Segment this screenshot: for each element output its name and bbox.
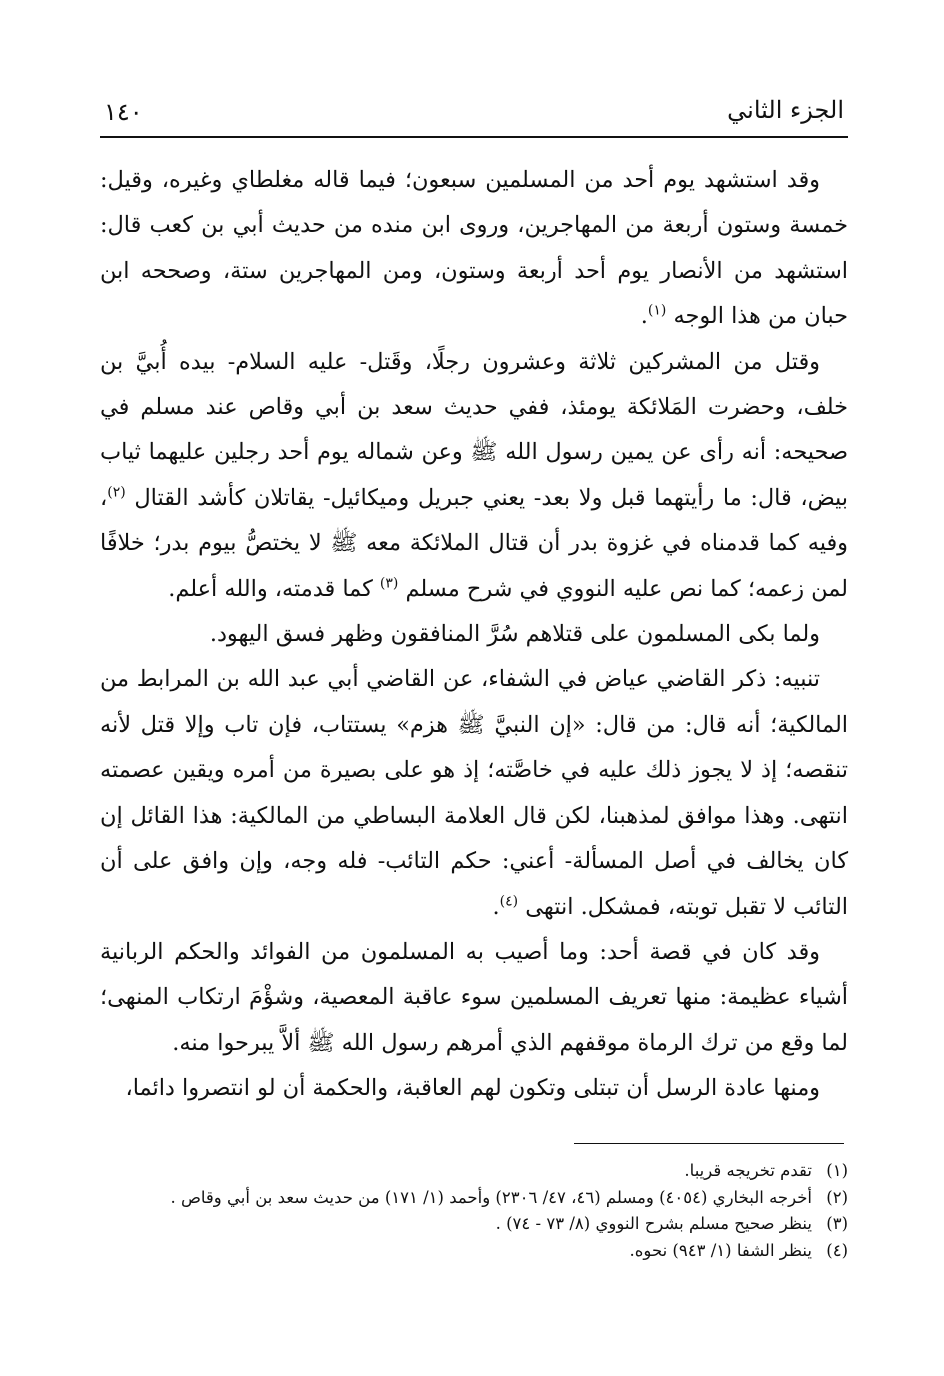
- footnote-number: (٢): [826, 1187, 848, 1207]
- footnote-number: (٤): [826, 1240, 848, 1260]
- footnotes: [100, 1158, 848, 1264]
- paragraph: [100, 340, 848, 612]
- footnote-text: أخرجه البخاري (٤٠٥٤) ومسلم (٤٦، ٤٧/ ٢٣٠٦) وأحمد (١/ ١٧١) من حديث سعد بن أبي وقاص .: [170, 1187, 812, 1207]
- page-number: ١٤٠: [104, 98, 143, 126]
- footnote-item: [100, 1238, 848, 1265]
- footnote-text: ينظر الشفا (١/ ٩٤٣) نحوه.: [629, 1240, 812, 1260]
- paragraph-text: وقد استشهد يوم أحد من المسلمين سبعون؛ فيما قاله مغلطاي وغيره، وقيل: خمسة وستون أربعة من المهاجرين، وروى ابن منده من حديث أبي بن كعب قال: استشهد من الأنصار يوم أحد أربعة وستون، ومن المهاجرين ستة، وصححه ابن حبان من هذا الوجه: [100, 167, 848, 330]
- paragraph-text: ، وفيه كما قدمناه في غزوة بدر أن قتال الملائكة معه ﷺ لا يختصُّ بيوم بدر؛ خلافًا لمن زعمه؛ كما نص عليه النووي في شرح مسلم: [100, 484, 848, 602]
- footnote-separator: [574, 1143, 844, 1144]
- paragraph-text: .: [640, 303, 648, 330]
- paragraph: [100, 657, 848, 929]
- paragraph-text: ولما بكى المسلمون على قتلاهم سُرَّ المنافقون وظهر فسق اليهود.: [209, 621, 820, 648]
- paragraph: [100, 1066, 848, 1111]
- paragraph-text: ومنها عادة الرسل أن تبتلى وتكون لهم العاقبة، والحكمة أن لو انتصروا دائما،: [125, 1075, 820, 1102]
- footnote-number: (١): [826, 1161, 848, 1180]
- volume-title: الجزء الثاني: [727, 96, 844, 124]
- paragraph: [100, 612, 848, 657]
- footnote-text: ينظر صحيح مسلم بشرح النووي (٨/ ٧٣ - ٧٤) .: [495, 1214, 812, 1233]
- main-text: [100, 158, 848, 1112]
- paragraph-text: وقد كان في قصة أحد: وما أصيب به المسلمون من الفوائد والحكم الربانية أشياء عظيمة: منها تعريف المسلمين سوء عاقبة المعصية، وشؤْمَ ارتكاب المنهى؛ لما وقع من ترك الرماة موقفهم الذي أمرهم رسول الله ﷺ ألاَّ يبرحوا منه.: [100, 938, 848, 1056]
- footnote-item: [100, 1158, 848, 1185]
- footnote-reference: (١): [647, 302, 667, 319]
- running-header: [100, 92, 848, 138]
- footnote-reference: (٣): [379, 575, 399, 592]
- footnote-item: [100, 1211, 848, 1238]
- paragraph: [100, 930, 848, 1066]
- footnote-item: [100, 1185, 848, 1212]
- footnote-number: (٣): [826, 1214, 848, 1233]
- paragraph-text: وقتل من المشركين ثلاثة وعشرون رجلًا، وقَتل- عليه السلام- بيده أُبيَّ بن خلف، وحضرت المَلائكة يومئذ، ففي حديث سعد بن أبي وقاص عند مسلم في صحيحه: أنه رأى عن يمين رسول الله ﷺ وعن شماله يوم أحد رجلين عليهما ثياب بيض، قال: ما رأيتهما قبل ولا بعد- يعني جبريل وميكائيل- يقاتلان كأشد القتال: [100, 348, 848, 511]
- footnote-reference: (٤): [499, 893, 519, 910]
- paragraph-text: تنبيه: ذكر القاضي عياض في الشفاء، عن القاضي أبي عبد الله بن المرابط من المالكية؛ أنه قال: من قال: «إن النبيَّ ﷺ هزم» يستتاب، فإن تاب وإلا قتل لأنه تنقصه؛ إذ لا يجوز ذلك عليه في خاصَّته؛ إذ هو على بصيرة من أمره ويقين عصمته انتهى. وهذا موافق لمذهبنا، لكن قال العلامة البساطي من المالكية: هذا القائل إن كان يخالف في أصل المسألة- أعني: حكم التائب- فله وجه، وإن وافق على أن التائب لا تقبل توبته، فمشكل. انتهى: [100, 666, 848, 920]
- paragraph-text: كما قدمته، والله أعلم.: [168, 575, 380, 602]
- footnote-reference: (٢): [107, 484, 126, 501]
- paragraph: [100, 158, 848, 340]
- footnote-text: تقدم تخريجه قريبا.: [684, 1161, 812, 1180]
- paragraph-text: .: [492, 893, 500, 920]
